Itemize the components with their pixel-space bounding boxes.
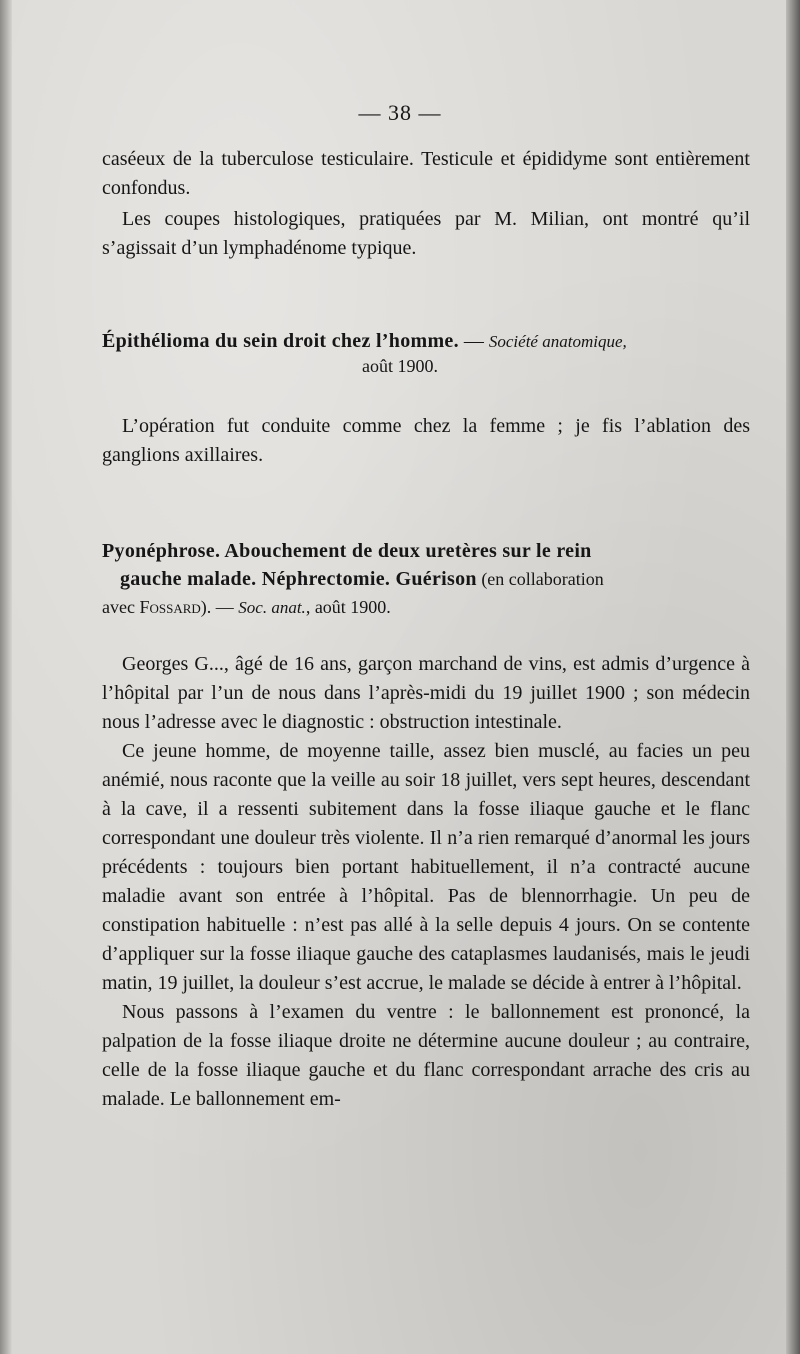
entry-1-date: août 1900. [362,356,438,376]
paragraph: Les coupes histologiques, pratiquées par M. Milian, ont montré qu’il s’agissait d’un lymphadénome typique. [102,208,750,259]
page-right-shadow [786,0,800,1354]
paragraph: Ce jeune homme, de moyenne taille, assez bien musclé, au facies un peu anémié, nous raconte que la veille au soir 18 juillet, vers sept heures, descendant à la cave, il a ressenti subitement dans la fosse iliaque gauche et le flanc correspondant une douleur très violente. Il n’a rien remarqué d’anormal les jours précédents : toujours bien portant habituellement, il n’a contracté aucune maladie avant son entrée à l’hôpital. Pas de blennorrhagie. Un peu de constipation habituelle : n’est pas allé à la selle depuis 4 jours. On se contente d’appliquer sur la fosse iliaque gauche des cataplasmes laudanisés, mais le jeudi matin, 19 juillet, la douleur s’est accrue, le malade se décide à entrer à l’hôpital. [102,740,750,994]
entry-dash: — [458,330,489,352]
entry-date: , août 1900. [305,597,391,617]
entry-source: Société anatomique, [488,332,627,351]
page-number: — 38 — [358,100,442,125]
entry-title: Épithélioma du sein droit chez l’homme. [102,330,459,352]
entry-2-heading [102,537,750,622]
entry-title-line-3 [102,593,750,622]
section-3-text [102,650,750,1114]
entry-source: Soc. anat. [238,598,306,617]
paragraph: Georges G..., âgé de 16 ans, garçon marchand de vins, est admis d’urgence à l’hôpital par l’un de nous dans l’après-midi du 19 juillet 1900 ; son médecin nous l’adresse avec le diagnostic : obstruction intestinale. [102,653,750,733]
entry-prefix: avec [102,597,140,617]
entry-1-heading [102,330,750,353]
section-1-text [102,145,750,263]
paragraph: L’opération fut conduite comme chez la femme ; je fis l’ablation des ganglions axillaires. [102,415,750,466]
section-2-text [102,412,750,470]
entry-title-line-2 [102,565,750,593]
entry-title-line-1: Pyonéphrose. Abouchement de deux uretères sur le rein [102,540,592,562]
paragraph: Nous passons à l’examen du ventre : le ballonnement est prononcé, la palpation de la fosse iliaque droite ne détermine aucune douleur ; au contraire, celle de la fosse iliaque gauche et du flanc correspondant arrache des cris au malade. Le ballonnement em- [102,1001,750,1110]
entry-mid: ). — [200,597,239,617]
paragraph: caséeux de la tuberculose testiculaire. Testicule et épididyme sont entièrement confondus. [102,148,750,199]
entry-title-bold: gauche malade. Néphrectomie. Guérison [120,568,477,590]
entry-collaborator: Fossard [139,597,201,617]
entry-collab-text: (en collaboration [476,569,604,589]
page-left-shadow [0,0,12,1354]
